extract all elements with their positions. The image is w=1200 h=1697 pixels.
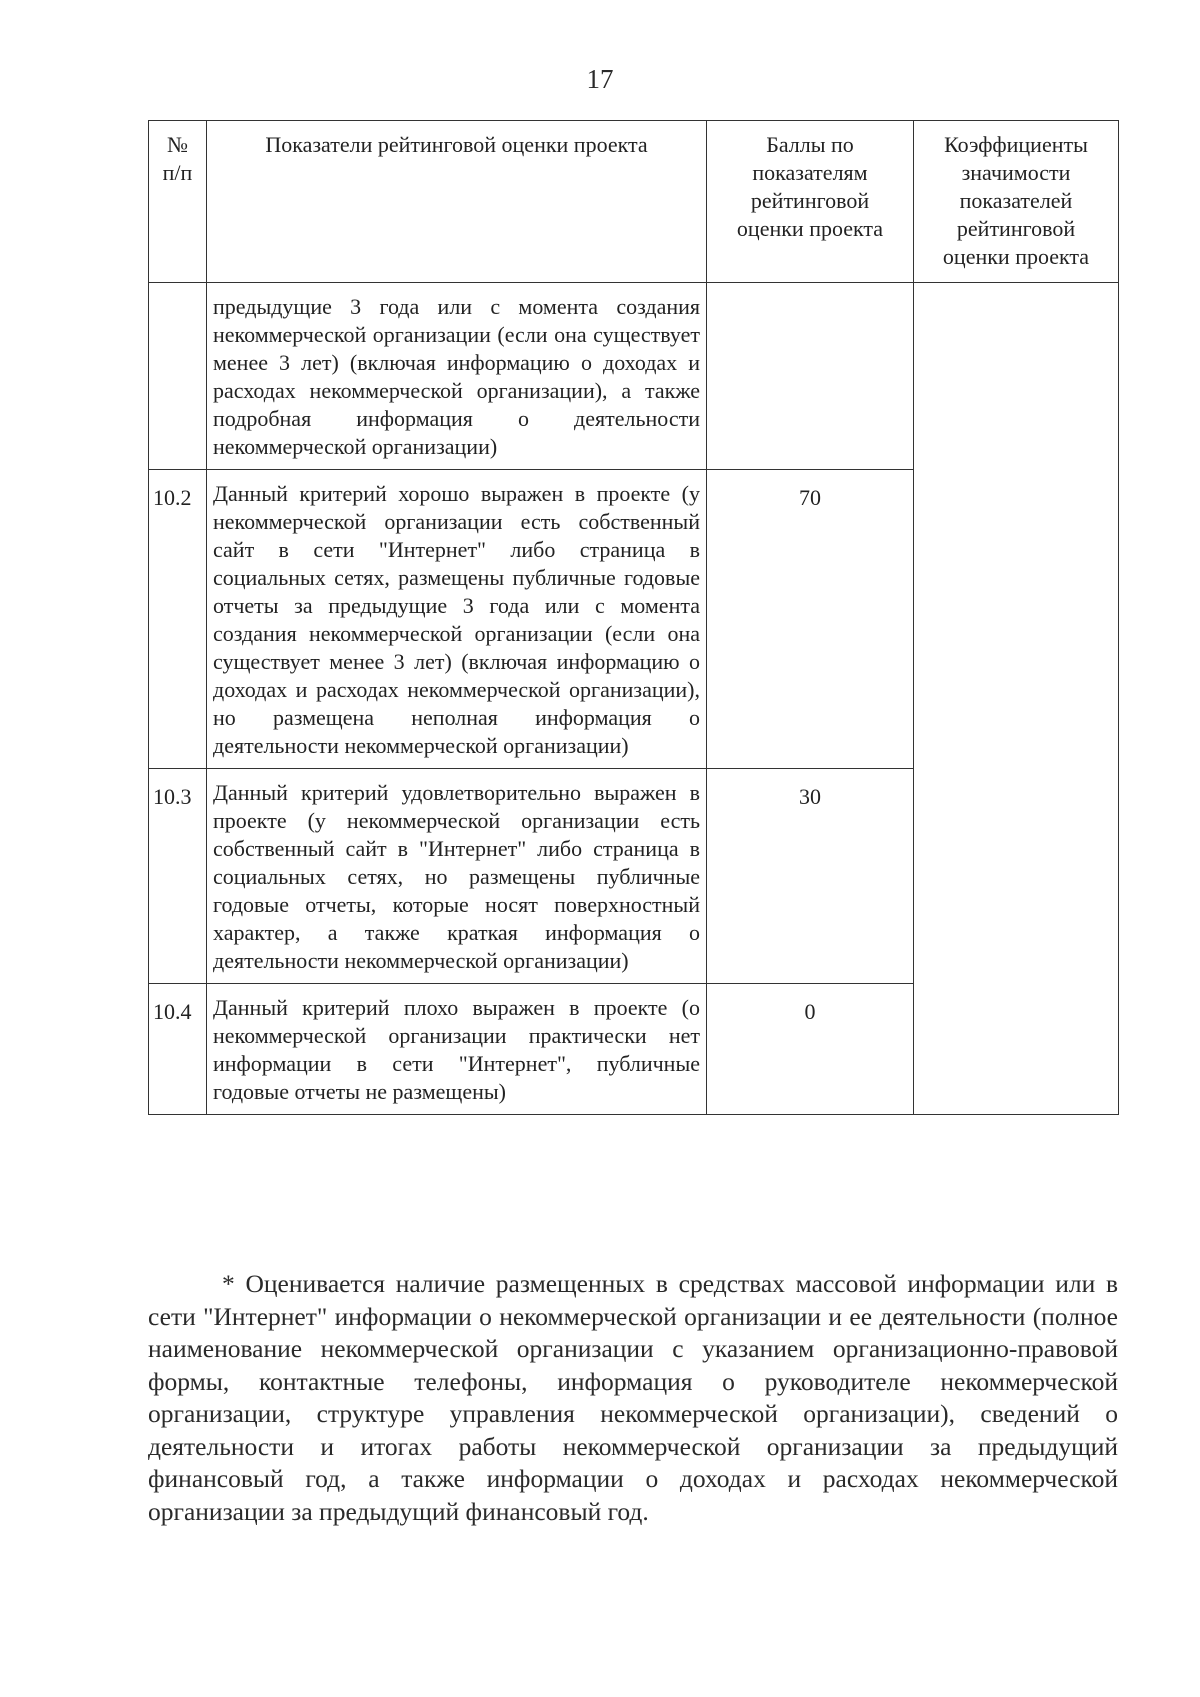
header-coef-line: оценки проекта <box>942 244 1090 269</box>
row-indicator-text: Данный критерий удовлетворительно выражен в проекте (у некоммерческой организации есть собственный сайт в "Интернет" либо страница в социальных сетях, но размещены публичные годовые отчеты, которые носят поверхностный характер, а также краткая информация о деятельности некоммерческой организации) <box>207 769 707 984</box>
row-number: 10.2 <box>149 470 207 769</box>
table-header-row <box>149 121 1119 283</box>
row-number: 10.3 <box>149 769 207 984</box>
header-points-line: Баллы по <box>766 132 854 157</box>
header-coef-line: рейтинговой <box>956 216 1076 241</box>
header-points-line: оценки проекта <box>736 216 884 241</box>
row-points <box>707 283 914 470</box>
row-points: 0 <box>707 984 914 1115</box>
header-coefficients <box>914 121 1119 283</box>
header-num <box>149 121 207 283</box>
header-points-line: рейтинговой <box>750 188 870 213</box>
header-num-line: № <box>167 132 188 157</box>
row-number: 10.4 <box>149 984 207 1115</box>
header-points <box>707 121 914 283</box>
header-coef-line: показателей <box>959 188 1073 213</box>
header-points-line: показателям <box>752 160 868 185</box>
header-coef-line: Коэффициенты <box>944 132 1088 157</box>
row-points: 30 <box>707 769 914 984</box>
coefficient-cell <box>914 283 1119 1115</box>
header-indicator: Показатели рейтинговой оценки проекта <box>207 121 707 283</box>
header-num-line: п/п <box>162 160 193 185</box>
page-number: 17 <box>586 64 614 94</box>
header-coef-line: значимости <box>961 160 1071 185</box>
rating-table <box>148 120 1119 1115</box>
row-indicator-text: Данный критерий хорошо выражен в проекте (у некоммерческой организации есть собственный сайт в сети "Интернет" либо страница в социальных сетях, размещены публичные годовые отчеты за предыдущие 3 года или с момента создания некоммерческой организации (если она существует менее 3 лет) (включая информацию о доходах и расходах некоммерческой организации), но размещена неполная информация о деятельности некоммерческой организации) <box>207 470 707 769</box>
row-number <box>149 283 207 470</box>
row-indicator-text: Данный критерий плохо выражен в проекте (о некоммерческой организации практически нет информации в сети "Интернет", публичные годовые отчеты не размещены) <box>207 984 707 1115</box>
row-points: 70 <box>707 470 914 769</box>
table-row <box>149 283 1119 470</box>
footnote: * Оценивается наличие размещенных в средствах массовой информации или в сети "Интернет" информации о некоммерческой организации и ее деятельности (полное наименование некоммерческой организации с указанием организационно-правовой формы, контактные телефоны, информация о руководителе некоммерческой организации, структуре управления некоммерческой организации), сведений о деятельности и итогах работы некоммерческой организации за предыдущий финансовый год, а также информации о доходах и расходах некоммерческой организации за предыдущий финансовый год. <box>148 1269 1118 1526</box>
row-indicator-text: предыдущие 3 года или с момента создания некоммерческой организации (если она существует менее 3 лет) (включая информацию о доходах и расходах некоммерческой организации), а также подробная информация о деятельности некоммерческой организации) <box>207 283 707 470</box>
